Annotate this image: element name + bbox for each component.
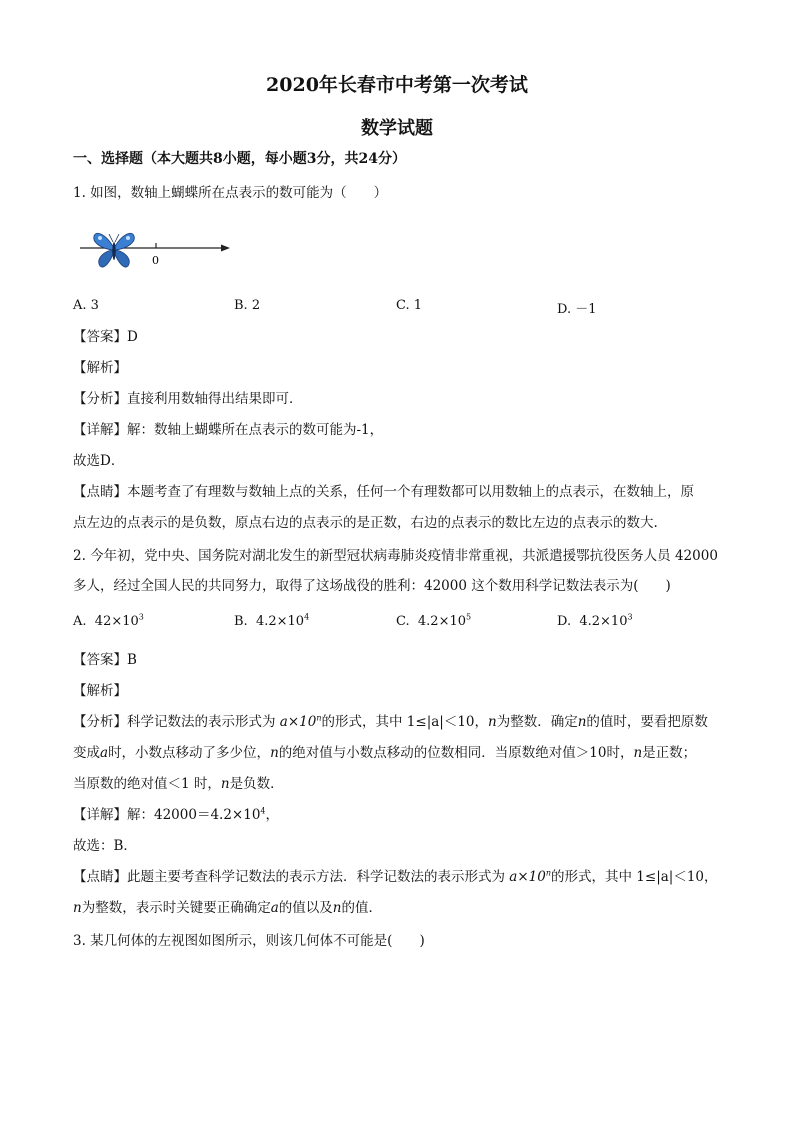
text-run: 的值以及 [278,900,333,916]
text-run: 【分析】科学记数法的表示形式为 [73,714,276,730]
q1-dianjing-line2: 点左边的点表示的是负数，原点右边的点表示的是正数，右边的点表示的数比左边的点表示的数大. [73,515,658,531]
var-a: a [270,900,279,916]
axis-arrow-icon [221,245,230,252]
text-run: 时，小数点移动了多少位， [108,745,271,761]
q1-fenxi: 【分析】直接利用数轴得出结果即可． [73,391,303,407]
q2-option-d-label: D. [557,614,572,629]
q1-jiexi: 【解析】 [73,360,127,376]
q2-option-c-label: C. [396,614,410,629]
q2-xiangjie [73,806,279,824]
q2-option-c [396,614,471,629]
q2-dianjing-line2 [73,899,382,917]
q1-option-a: A. 3 [73,298,99,313]
q2-option-d [557,614,633,629]
var-n: n [73,900,82,916]
q2-fenxi-line2 [73,744,696,762]
q2-stem-line1: 2. 今年初，党中央、国务院对湖北发生的新型冠状病毒肺炎疫情非常重视，共派遣援鄂抗役医务人员 42000 [73,548,718,564]
q2-option-a-exp: 3 [138,612,144,622]
var-n: n [488,714,497,730]
q2-option-d-base: 4.2×10 [579,614,628,629]
q1-answer: 【答案】D [73,329,138,345]
text-run: 的形式，其中 1≤|a|＜10， [551,869,718,885]
q2-jiexi: 【解析】 [73,683,127,699]
origin-label: 0 [152,254,159,267]
text-run: 是负数． [229,776,284,792]
q1-dianjing-line1: 【点睛】本题考查了有理数与数轴上点的关系，任何一个有理数都可以用数轴上的点表示，在数轴上，原 [73,484,694,500]
q2-fenxi-line1 [73,713,708,731]
q2-option-d-exp: 3 [627,612,633,622]
var-a: a [100,745,109,761]
q1-option-c: C. 1 [396,298,423,313]
sci-exp: n [316,713,322,723]
sci-exp: 4 [260,806,266,816]
number-line-svg [78,226,238,274]
q2-option-a-label: A. [73,614,87,629]
text-run: 变成 [73,745,100,761]
text-run: ， [265,807,279,823]
q1-stem: 1. 如图，数轴上蝴蝶所在点表示的数可能为（ ） [73,185,388,201]
var-n: n [332,900,342,916]
var-n: n [220,776,230,792]
text-run: 当原数的绝对值＜1 时， [73,776,221,792]
sci-exp: n [545,868,551,878]
q2-fenxi-line3 [73,775,284,793]
var-n: n [633,745,643,761]
text-run: 【详解】解：42000＝4.2×10 [73,807,261,823]
q2-option-a-base: 42×10 [94,614,139,629]
q2-option-c-exp: 5 [466,612,472,622]
exam-subtitle: 数学试题 [361,118,433,139]
sci-notation: a×10 [279,714,317,730]
q2-dianjing-line1 [73,868,718,886]
butterfly-icon [94,233,135,267]
q2-option-b [234,614,309,629]
text-run: 的值时，要看把原数 [586,714,708,730]
q2-option-c-base: 4.2×10 [417,614,466,629]
section-heading: 一、选择题（本大题共8小题，每小题3分，共24分） [73,151,406,167]
text-run: 为整数．确定 [496,714,578,730]
text-run: 【点睛】此题主要考查科学记数法的表示方法．科学记数法的表示形式为 [73,869,505,885]
q1-option-d: D. －1 [557,302,597,317]
sci-notation: a×10 [509,869,546,885]
q2-stem-line2: 多人，经过全国人民的共同努力，取得了这场战役的胜利：42000 这个数用科学记数法表示为( ) [73,578,671,594]
exam-title: 2020年长春市中考第一次考试 [266,74,528,96]
q2-option-b-base: 4.2×10 [255,614,305,629]
q3-stem: 3. 某几何体的左视图如图所示，则该几何体不可能是( ) [73,933,425,949]
text-run: 为整数，表示时关键要正确确定 [81,900,271,916]
number-line-figure [78,226,238,278]
q2-guxuan: 故选：B． [73,838,137,854]
text-run: 的形式，其中 1≤|a|＜10， [321,714,489,730]
var-n: n [270,745,279,761]
q2-option-b-exp: 4 [304,612,310,622]
q1-guxuan: 故选D． [73,453,125,469]
text-run: 的值． [341,900,382,916]
q2-option-b-label: B. [234,614,248,629]
q2-option-a [73,614,144,629]
text-run: 的绝对值与小数点移动的位数相同．当原数绝对值＞10时， [278,745,634,761]
text-run: 是正数； [642,745,697,761]
q1-option-b: B. 2 [234,298,261,313]
q1-xiangjie: 【详解】解：数轴上蝴蝶所在点表示的数可能为-1， [73,422,384,438]
q2-answer: 【答案】B [73,652,137,668]
var-n: n [577,714,587,730]
